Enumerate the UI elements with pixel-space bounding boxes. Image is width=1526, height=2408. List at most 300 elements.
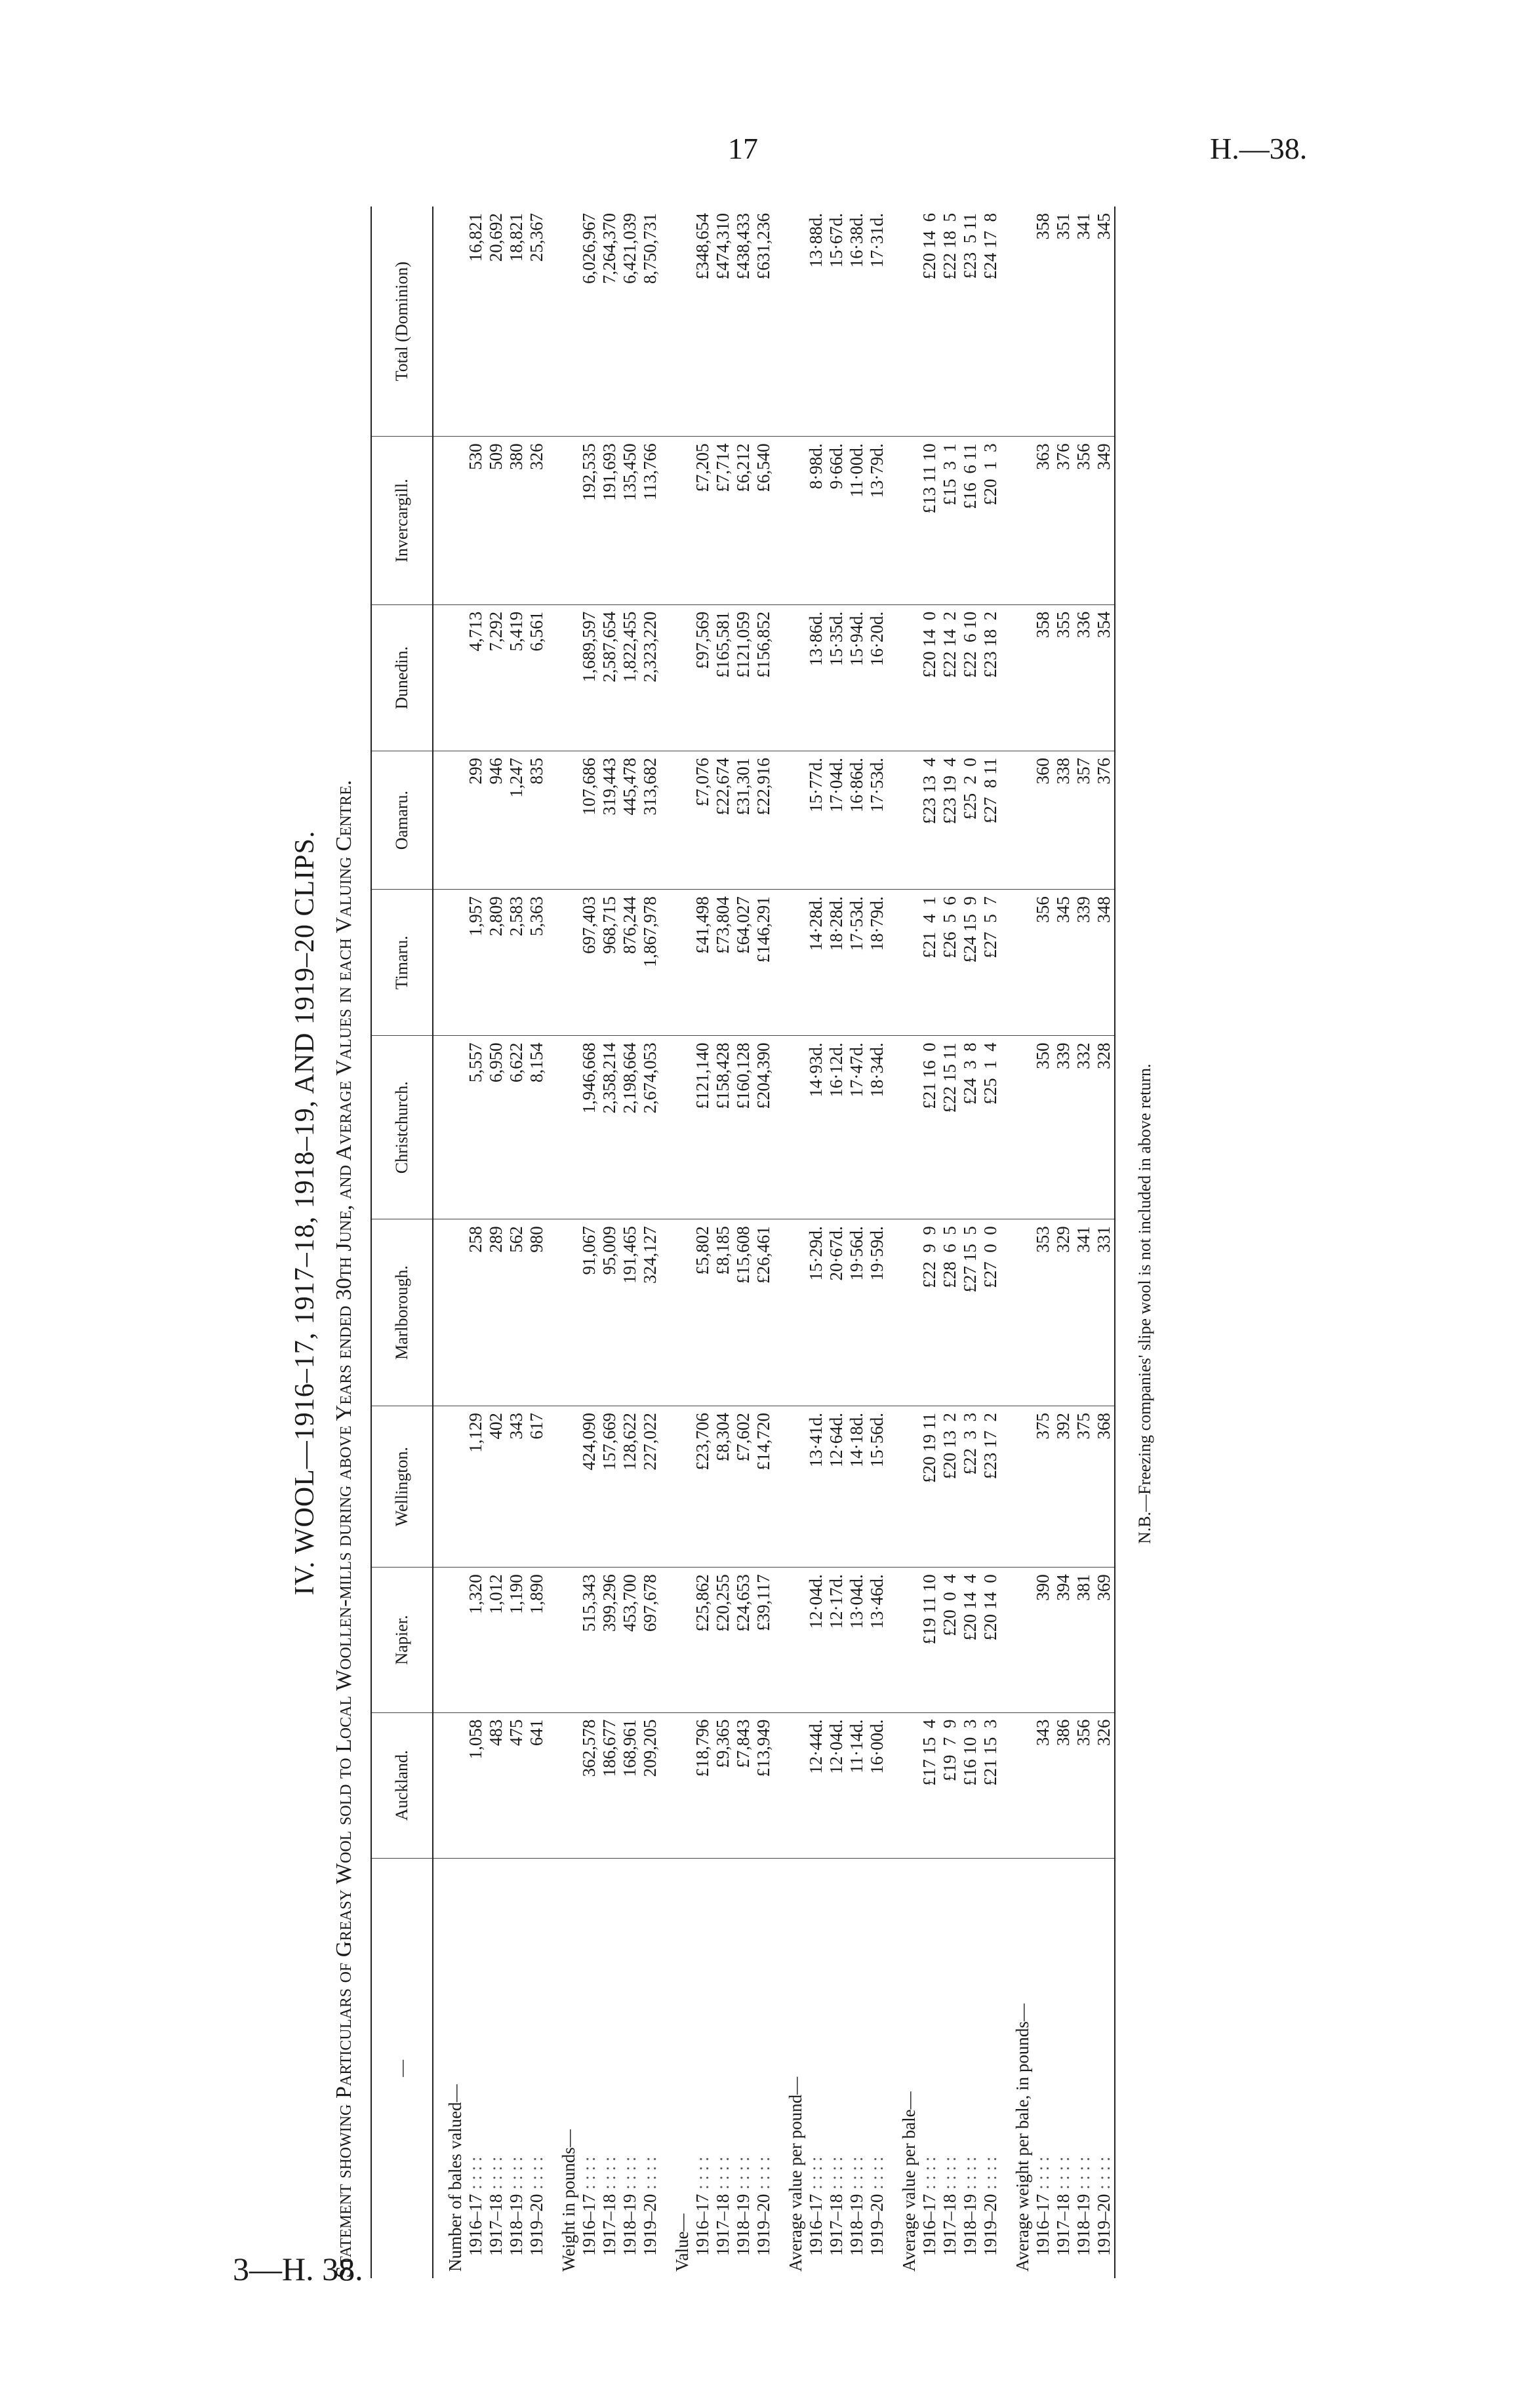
column-header: Napier. xyxy=(371,1568,433,1712)
table-cell: £7,714 xyxy=(713,437,733,604)
empty-cell xyxy=(774,1406,806,1568)
table-cell: 12·17d. xyxy=(826,1568,847,1712)
row-label xyxy=(940,1859,960,2279)
table-cell: 369 xyxy=(1094,1568,1115,1712)
table-subtitle: Statement showing Particulars of Greasy Wool sold to Local Woollen-mills during above Years ended 30th June, and Average Values in each Valuing Centre. xyxy=(332,780,356,2278)
table-cell: £146,291 xyxy=(753,890,774,1036)
table-cell: 353 xyxy=(1033,1219,1053,1406)
table-cell: 15·67d. xyxy=(826,207,847,437)
year-label: 1917–18 xyxy=(940,2194,959,2256)
empty-cell xyxy=(774,207,806,437)
column-header: Timaru. xyxy=(371,890,433,1036)
table-cell: £19 11 10 xyxy=(919,1568,940,1712)
table-cell: 13·79d. xyxy=(867,437,887,604)
empty-cell xyxy=(547,1406,579,1568)
table-cell: 18·28d. xyxy=(826,890,847,1036)
section-heading-row xyxy=(887,207,919,2278)
empty-cell xyxy=(887,1036,919,1219)
table-cell: £26 5 6 xyxy=(940,890,960,1036)
empty-cell xyxy=(887,751,919,889)
section-heading-row xyxy=(433,207,466,2278)
table-cell: 530 xyxy=(466,437,486,604)
table-cell: 4,713 xyxy=(466,604,486,751)
table-cell: 16·12d. xyxy=(826,1036,847,1219)
table-cell: 358 xyxy=(1033,604,1053,751)
table-cell: 351 xyxy=(1053,207,1074,437)
table-cell: 392 xyxy=(1053,1406,1074,1568)
table-cell: £73,804 xyxy=(713,890,733,1036)
empty-cell xyxy=(660,207,693,437)
table-cell: 8,154 xyxy=(527,1036,547,1219)
table-cell: 14·18d. xyxy=(847,1406,867,1568)
table-cell: 509 xyxy=(486,437,506,604)
row-label xyxy=(693,1859,713,2279)
table-cell: 6,421,039 xyxy=(620,207,640,437)
year-label: 1918–19 xyxy=(506,2194,526,2256)
table-row xyxy=(806,207,826,2278)
table-cell: 1,890 xyxy=(527,1568,547,1712)
table-cell: 394 xyxy=(1053,1568,1074,1712)
table-cell: £24 15 9 xyxy=(960,890,980,1036)
table-cell: 258 xyxy=(466,1219,486,1406)
empty-cell xyxy=(547,1712,579,1858)
table-row xyxy=(1094,207,1115,2278)
section-heading-row xyxy=(774,207,806,2278)
empty-cell xyxy=(1001,207,1033,437)
table-cell: 95,009 xyxy=(599,1219,620,1406)
table-cell: 113,766 xyxy=(640,437,660,604)
empty-cell xyxy=(774,1036,806,1219)
table-cell: £27 0 0 xyxy=(980,1219,1001,1406)
row-label xyxy=(826,1859,847,2279)
table-cell: £13,949 xyxy=(753,1712,774,1858)
table-cell: 186,677 xyxy=(599,1712,620,1858)
table-cell: 376 xyxy=(1094,751,1115,889)
table-cell: 13·04d. xyxy=(847,1568,867,1712)
row-label xyxy=(579,1859,599,2279)
row-label xyxy=(486,1859,506,2279)
table-cell: 15·56d. xyxy=(867,1406,887,1568)
table-cell: 1,867,978 xyxy=(640,890,660,1036)
table-cell: 349 xyxy=(1094,437,1115,604)
table-cell: £6,212 xyxy=(733,437,753,604)
rotated-table-block xyxy=(285,148,1394,2278)
table-cell: £6,540 xyxy=(753,437,774,604)
table-cell: 91,067 xyxy=(579,1219,599,1406)
table-cell: £121,059 xyxy=(733,604,753,751)
empty-cell xyxy=(1001,1219,1033,1406)
page-number: 17 xyxy=(728,132,758,165)
table-body xyxy=(433,207,1115,2278)
page-reference: H.—38. xyxy=(1210,132,1308,165)
table-cell: £20 1 3 xyxy=(980,437,1001,604)
table-cell: 14·28d. xyxy=(806,890,826,1036)
empty-cell xyxy=(774,890,806,1036)
table-cell: 355 xyxy=(1053,604,1074,751)
column-header: Christchurch. xyxy=(371,1036,433,1219)
row-label xyxy=(919,1859,940,2279)
table-cell: £204,390 xyxy=(753,1036,774,1219)
table-cell: 299 xyxy=(466,751,486,889)
table-row xyxy=(713,207,733,2278)
empty-cell xyxy=(887,1219,919,1406)
table-cell: 11·00d. xyxy=(847,437,867,604)
section-heading-row xyxy=(660,207,693,2278)
leader-dots: : : : : xyxy=(867,2156,887,2190)
empty-cell xyxy=(887,1712,919,1858)
table-cell: £5,802 xyxy=(693,1219,713,1406)
column-header: Dunedin. xyxy=(371,604,433,751)
row-label xyxy=(806,1859,826,2279)
table-cell: 319,443 xyxy=(599,751,620,889)
table-cell: 475 xyxy=(506,1712,527,1858)
table-cell: £18,796 xyxy=(693,1712,713,1858)
table-cell: £348,654 xyxy=(693,207,713,437)
table-cell: 6,950 xyxy=(486,1036,506,1219)
table-cell: £22 14 2 xyxy=(940,604,960,751)
table-cell: 1,320 xyxy=(466,1568,486,1712)
year-label: 1918–19 xyxy=(847,2194,866,2256)
table-cell: £121,140 xyxy=(693,1036,713,1219)
table-cell: 343 xyxy=(1033,1712,1053,1858)
leader-dots: : : : : xyxy=(599,2156,619,2190)
table-cell: 17·04d. xyxy=(826,751,847,889)
empty-cell xyxy=(887,1568,919,1712)
year-label: 1916–17 xyxy=(466,2194,485,2256)
empty-cell xyxy=(547,437,579,604)
table-cell: 2,358,214 xyxy=(599,1036,620,1219)
section-label: Number of bales valued— xyxy=(445,2084,465,2272)
table-cell: 617 xyxy=(527,1406,547,1568)
table-cell: £31,301 xyxy=(733,751,753,889)
table-cell: £22 18 5 xyxy=(940,207,960,437)
row-label xyxy=(753,1859,774,2279)
leader-dots: : : : : xyxy=(527,2156,546,2190)
table-cell: £19 7 9 xyxy=(940,1712,960,1858)
empty-cell xyxy=(1001,1568,1033,1712)
table-title: IV. WOOL—1916–17, 1917–18, 1918–19, AND 1919–20 CLIPS. xyxy=(290,830,320,1596)
table-cell: 9·66d. xyxy=(826,437,847,604)
table-cell: 1,129 xyxy=(466,1406,486,1568)
leader-dots: : : : : xyxy=(806,2156,826,2190)
table-cell: £23 19 4 xyxy=(940,751,960,889)
table-cell: 13·88d. xyxy=(806,207,826,437)
table-cell: £20 14 4 xyxy=(960,1568,980,1712)
empty-cell xyxy=(433,604,466,751)
table-cell: 15·94d. xyxy=(847,604,867,751)
empty-cell xyxy=(433,751,466,889)
row-label xyxy=(1094,1859,1115,2279)
empty-cell xyxy=(547,1219,579,1406)
empty-cell xyxy=(1001,1406,1033,1568)
table-cell: £8,304 xyxy=(713,1406,733,1568)
empty-cell xyxy=(433,1219,466,1406)
row-label xyxy=(620,1859,640,2279)
footer-reference: 3—H. 38. xyxy=(233,2251,363,2287)
year-label: 1919–20 xyxy=(980,2194,1000,2256)
table-cell: 358 xyxy=(1033,207,1053,437)
table-cell: 386 xyxy=(1053,1712,1074,1858)
table-cell: 332 xyxy=(1074,1036,1094,1219)
table-cell: 2,809 xyxy=(486,890,506,1036)
table-cell: 376 xyxy=(1053,437,1074,604)
table-cell: £13 11 10 xyxy=(919,437,940,604)
table-cell: 375 xyxy=(1033,1406,1053,1568)
year-label: 1918–19 xyxy=(733,2194,753,2256)
empty-cell xyxy=(547,1568,579,1712)
table-cell: £20 13 2 xyxy=(940,1406,960,1568)
table-cell: £15 3 1 xyxy=(940,437,960,604)
table-cell: 1,689,597 xyxy=(579,604,599,751)
table-cell: £158,428 xyxy=(713,1036,733,1219)
table-cell: 7,292 xyxy=(486,604,506,751)
empty-cell xyxy=(660,1568,693,1712)
table-cell: £97,569 xyxy=(693,604,713,751)
table-cell: £22 3 3 xyxy=(960,1406,980,1568)
leader-dots: : : : : xyxy=(960,2156,980,2190)
year-label: 1916–17 xyxy=(919,2194,939,2256)
empty-cell xyxy=(660,1036,693,1219)
empty-cell xyxy=(774,1219,806,1406)
column-header: Total (Dominion) xyxy=(371,207,433,437)
empty-cell xyxy=(887,1406,919,1568)
table-cell: £21 16 0 xyxy=(919,1036,940,1219)
table-cell: 354 xyxy=(1094,604,1115,751)
table-cell: £17 15 4 xyxy=(919,1712,940,1858)
leader-dots: : : : : xyxy=(980,2156,1000,2190)
table-cell: 375 xyxy=(1074,1406,1094,1568)
table-cell: 19·59d. xyxy=(867,1219,887,1406)
empty-cell xyxy=(433,1568,466,1712)
table-row xyxy=(620,207,640,2278)
empty-cell xyxy=(547,604,579,751)
table-row xyxy=(867,207,887,2278)
row-label xyxy=(1053,1859,1074,2279)
table-cell: £25,862 xyxy=(693,1568,713,1712)
table-cell: 6,622 xyxy=(506,1036,527,1219)
table-cell: £7,843 xyxy=(733,1712,753,1858)
table-cell: 362,578 xyxy=(579,1712,599,1858)
table-row xyxy=(960,207,980,2278)
table-cell: 348 xyxy=(1094,890,1115,1036)
table-cell: 341 xyxy=(1074,207,1094,437)
table-row xyxy=(940,207,960,2278)
table-cell: 1,012 xyxy=(486,1568,506,1712)
table-cell: 357 xyxy=(1074,751,1094,889)
table-cell: 1,946,668 xyxy=(579,1036,599,1219)
column-header: Marlborough. xyxy=(371,1219,433,1406)
leader-dots: : : : : xyxy=(1074,2156,1093,2190)
table-cell: 876,244 xyxy=(620,890,640,1036)
table-cell: 339 xyxy=(1074,890,1094,1036)
table-cell: 13·41d. xyxy=(806,1406,826,1568)
table-cell: £22,674 xyxy=(713,751,733,889)
footnote: N.B.—Freezing companies' slipe wool is not included in above return. xyxy=(1135,1063,1154,1544)
table-cell: 135,450 xyxy=(620,437,640,604)
empty-cell xyxy=(774,1712,806,1858)
table-cell: 15·77d. xyxy=(806,751,826,889)
empty-cell xyxy=(887,890,919,1036)
year-label: 1917–18 xyxy=(599,2194,619,2256)
table-cell: 15·29d. xyxy=(806,1219,826,1406)
table-cell: 18·79d. xyxy=(867,890,887,1036)
table-cell: 19·56d. xyxy=(847,1219,867,1406)
row-label xyxy=(960,1859,980,2279)
table-cell: 18·34d. xyxy=(867,1036,887,1219)
table-cell: 12·04d. xyxy=(806,1568,826,1712)
table-cell: 20·67d. xyxy=(826,1219,847,1406)
table-cell: 368 xyxy=(1094,1406,1115,1568)
table-cell: 2,198,664 xyxy=(620,1036,640,1219)
table-cell: 168,961 xyxy=(620,1712,640,1858)
table-cell: £25 1 4 xyxy=(980,1036,1001,1219)
table-cell: 381 xyxy=(1074,1568,1094,1712)
row-label xyxy=(640,1859,660,2279)
year-label: 1919–20 xyxy=(527,2194,546,2256)
table-cell: £24 3 8 xyxy=(960,1036,980,1219)
empty-cell xyxy=(774,751,806,889)
table-row xyxy=(527,207,547,2278)
year-label: 1917–18 xyxy=(486,2194,506,2256)
table-cell: 18,821 xyxy=(506,207,527,437)
table-cell: 399,296 xyxy=(599,1568,620,1712)
table-cell: 338 xyxy=(1053,751,1074,889)
table-cell: £27 5 7 xyxy=(980,890,1001,1036)
empty-cell xyxy=(887,604,919,751)
table-cell: 5,557 xyxy=(466,1036,486,1219)
table-cell: 17·53d. xyxy=(867,751,887,889)
leader-dots: : : : : xyxy=(486,2156,506,2190)
column-header: Invercargill. xyxy=(371,437,433,604)
table-cell: £438,433 xyxy=(733,207,753,437)
empty-cell xyxy=(887,207,919,437)
empty-cell xyxy=(887,437,919,604)
table-cell: 13·46d. xyxy=(867,1568,887,1712)
table-cell: £9,365 xyxy=(713,1712,733,1858)
table-cell: £23 5 11 xyxy=(960,207,980,437)
table-cell: 107,686 xyxy=(579,751,599,889)
leader-dots: : : : : xyxy=(506,2156,526,2190)
table-cell: 562 xyxy=(506,1219,527,1406)
table-row xyxy=(599,207,620,2278)
table-cell: 326 xyxy=(1094,1712,1115,1858)
table-row xyxy=(733,207,753,2278)
table-cell: £24,653 xyxy=(733,1568,753,1712)
year-label: 1916–17 xyxy=(806,2194,826,2256)
table-cell: £20,255 xyxy=(713,1568,733,1712)
column-header: Oamaru. xyxy=(371,751,433,889)
row-label xyxy=(847,1859,867,2279)
table-cell: £26,461 xyxy=(753,1219,774,1406)
table-cell: £64,027 xyxy=(733,890,753,1036)
year-label: 1918–19 xyxy=(620,2194,639,2256)
empty-cell xyxy=(547,207,579,437)
section-label: Value— xyxy=(672,2213,692,2272)
table-cell: 17·31d. xyxy=(867,207,887,437)
empty-cell xyxy=(660,604,693,751)
table-cell: £16 6 11 xyxy=(960,437,980,604)
row-label xyxy=(466,1859,486,2279)
table-cell: £41,498 xyxy=(693,890,713,1036)
section-heading-row xyxy=(1001,207,1033,2278)
table-cell: 5,419 xyxy=(506,604,527,751)
table-cell: 515,343 xyxy=(579,1568,599,1712)
table-cell: 424,090 xyxy=(579,1406,599,1568)
table-cell: £7,602 xyxy=(733,1406,753,1568)
table-cell: £16 10 3 xyxy=(960,1712,980,1858)
table-cell: 697,678 xyxy=(640,1568,660,1712)
row-label xyxy=(599,1859,620,2279)
table-cell: £7,205 xyxy=(693,437,713,604)
table-cell: 968,715 xyxy=(599,890,620,1036)
table-cell: 16·86d. xyxy=(847,751,867,889)
table-cell: £23 17 2 xyxy=(980,1406,1001,1568)
table-cell: 289 xyxy=(486,1219,506,1406)
year-label: 1916–17 xyxy=(1033,2194,1053,2256)
row-label xyxy=(713,1859,733,2279)
table-cell: £21 15 3 xyxy=(980,1712,1001,1858)
table-row xyxy=(826,207,847,2278)
stub-header: — xyxy=(371,1859,433,2279)
section-label: Average weight per bale, in pounds— xyxy=(1013,2003,1032,2272)
table-cell: 345 xyxy=(1053,890,1074,1036)
table-cell: 697,403 xyxy=(579,890,599,1036)
leader-dots: : : : : xyxy=(733,2156,753,2190)
table-row xyxy=(693,207,713,2278)
table-cell: £20 14 6 xyxy=(919,207,940,437)
table-row xyxy=(1033,207,1053,2278)
empty-cell xyxy=(660,437,693,604)
table-cell: 191,693 xyxy=(599,437,620,604)
table-cell: 2,323,220 xyxy=(640,604,660,751)
table-cell: 336 xyxy=(1074,604,1094,751)
table-cell: £20 14 0 xyxy=(980,1568,1001,1712)
empty-cell xyxy=(1001,890,1033,1036)
table-cell: 7,264,370 xyxy=(599,207,620,437)
year-label: 1918–19 xyxy=(1074,2194,1093,2256)
table-cell: £23 18 2 xyxy=(980,604,1001,751)
table-cell: £22 15 11 xyxy=(940,1036,960,1219)
table-cell: 483 xyxy=(486,1712,506,1858)
section-heading-row xyxy=(547,207,579,2278)
table-cell: 1,247 xyxy=(506,751,527,889)
empty-cell xyxy=(774,604,806,751)
row-label xyxy=(980,1859,1001,2279)
empty-cell xyxy=(433,1406,466,1568)
empty-cell xyxy=(774,437,806,604)
row-label xyxy=(527,1859,547,2279)
leader-dots: : : : : xyxy=(919,2156,939,2190)
table-cell: 329 xyxy=(1053,1219,1074,1406)
table-cell: £22 6 10 xyxy=(960,604,980,751)
leader-dots: : : : : xyxy=(847,2156,866,2190)
table-cell: £22,916 xyxy=(753,751,774,889)
table-cell: 13·86d. xyxy=(806,604,826,751)
table-cell: 324,127 xyxy=(640,1219,660,1406)
empty-cell xyxy=(1001,604,1033,751)
year-label: 1917–18 xyxy=(1053,2194,1073,2256)
table-cell: £8,185 xyxy=(713,1219,733,1406)
table-cell: 227,022 xyxy=(640,1406,660,1568)
table-row xyxy=(1053,207,1074,2278)
table-cell: 15·35d. xyxy=(826,604,847,751)
table-cell: 380 xyxy=(506,437,527,604)
year-label: 1917–18 xyxy=(713,2194,733,2256)
row-label xyxy=(1074,1859,1094,2279)
table-cell: 20,692 xyxy=(486,207,506,437)
table-cell: £156,852 xyxy=(753,604,774,751)
table-cell: £25 2 0 xyxy=(960,751,980,889)
